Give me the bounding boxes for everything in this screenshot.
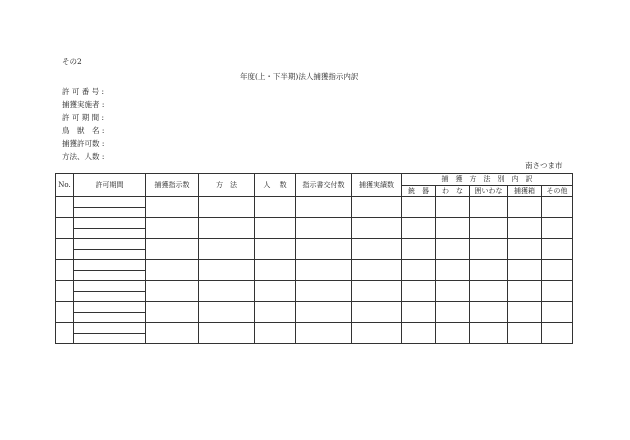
cell[interactable] (255, 239, 296, 260)
field-permit-count: 捕獲許可数 : (62, 139, 105, 148)
header-breakdown: 捕 獲 方 法 別 内 訳 (402, 174, 573, 186)
cell[interactable] (542, 197, 573, 218)
cell[interactable] (436, 323, 470, 344)
cell[interactable] (508, 239, 542, 260)
cell[interactable] (146, 218, 199, 239)
cell[interactable] (436, 197, 470, 218)
cell[interactable] (542, 281, 573, 302)
cell[interactable] (255, 302, 296, 323)
cell-period-end[interactable] (74, 228, 146, 239)
cell[interactable] (146, 239, 199, 260)
cell-period-end[interactable] (74, 291, 146, 302)
cell[interactable] (255, 281, 296, 302)
cell[interactable] (296, 302, 352, 323)
cell[interactable] (146, 302, 199, 323)
cell[interactable] (402, 302, 436, 323)
cell[interactable] (146, 323, 199, 344)
cell[interactable] (436, 239, 470, 260)
cell[interactable] (352, 281, 402, 302)
cell[interactable] (199, 260, 255, 281)
cell-period-end[interactable] (74, 207, 146, 218)
cell[interactable] (402, 281, 436, 302)
table-row (56, 281, 573, 292)
cell[interactable] (436, 281, 470, 302)
cell[interactable] (352, 302, 402, 323)
sub-header-trap: わ な (436, 185, 470, 197)
cell[interactable] (436, 302, 470, 323)
cell[interactable] (296, 260, 352, 281)
cell[interactable] (436, 260, 470, 281)
cell[interactable] (296, 218, 352, 239)
cell[interactable] (542, 302, 573, 323)
field-executor: 捕獲実施者 : (62, 100, 105, 109)
cell[interactable] (508, 281, 542, 302)
cell[interactable] (352, 218, 402, 239)
table-row (56, 239, 573, 250)
cell-period-start[interactable] (74, 197, 146, 208)
table-row (56, 260, 573, 271)
cell[interactable] (542, 260, 573, 281)
sub-header-gun: 銃 器 (402, 185, 436, 197)
sub-header-enclosure-trap: 囲いわな (470, 185, 508, 197)
table-row (56, 302, 573, 313)
cell[interactable] (508, 302, 542, 323)
cell[interactable] (402, 197, 436, 218)
cell[interactable] (470, 218, 508, 239)
table-body (56, 197, 573, 344)
cell-no[interactable] (56, 323, 74, 344)
cell-period-end[interactable] (74, 333, 146, 344)
cell-period-start[interactable] (74, 281, 146, 292)
cell[interactable] (199, 281, 255, 302)
page-label: その2 (62, 57, 82, 66)
cell[interactable] (470, 239, 508, 260)
cell[interactable] (296, 197, 352, 218)
cell[interactable] (402, 239, 436, 260)
cell[interactable] (296, 239, 352, 260)
field-method-people: 方法、人数 : (62, 152, 105, 161)
header-method: 方 法 (199, 174, 255, 197)
cell-period-start[interactable] (74, 302, 146, 313)
cell[interactable] (470, 197, 508, 218)
cell-no[interactable] (56, 281, 74, 302)
cell-no[interactable] (56, 260, 74, 281)
cell[interactable] (352, 260, 402, 281)
cell[interactable] (199, 302, 255, 323)
cell[interactable] (296, 281, 352, 302)
header-results: 捕獲実績数 (352, 174, 402, 197)
cell[interactable] (470, 302, 508, 323)
city-name: 南さつま市 (525, 161, 563, 170)
sub-header-other: その他 (542, 185, 573, 197)
cell[interactable] (146, 281, 199, 302)
cell-no[interactable] (56, 302, 74, 323)
cell[interactable] (255, 218, 296, 239)
cell[interactable] (436, 218, 470, 239)
table-row (56, 197, 573, 208)
cell[interactable] (199, 218, 255, 239)
cell[interactable] (352, 197, 402, 218)
cell-period-end[interactable] (74, 270, 146, 281)
cell[interactable] (146, 197, 199, 218)
cell-no[interactable] (56, 239, 74, 260)
cell[interactable] (296, 323, 352, 344)
table-row (56, 323, 573, 334)
cell-period-start[interactable] (74, 323, 146, 334)
instruction-table (55, 173, 573, 344)
table-row (56, 218, 573, 229)
cell[interactable] (352, 323, 402, 344)
header-period: 許可期間 (74, 174, 146, 197)
cell[interactable] (542, 239, 573, 260)
field-animal-name: 鳥 獣 名 : (62, 126, 105, 135)
cell[interactable] (352, 239, 402, 260)
document-title: 年度(上・下半期)法人捕獲指示内訳 (240, 72, 359, 81)
cell[interactable] (508, 323, 542, 344)
cell[interactable] (255, 197, 296, 218)
cell-period-end[interactable] (74, 249, 146, 260)
sub-header-box-trap: 捕獲箱 (508, 185, 542, 197)
cell-no[interactable] (56, 197, 74, 218)
form-fields (62, 85, 104, 163)
cell-period-start[interactable] (74, 239, 146, 250)
cell[interactable] (199, 197, 255, 218)
cell[interactable] (402, 260, 436, 281)
cell-period-end[interactable] (74, 312, 146, 323)
cell[interactable] (542, 323, 573, 344)
field-permit-number: 許 可 番 号 : (62, 87, 105, 96)
cell[interactable] (199, 239, 255, 260)
header-people: 人 数 (255, 174, 296, 197)
cell[interactable] (470, 323, 508, 344)
header-issued: 指示書交付数 (296, 174, 352, 197)
header-instruct-count: 捕獲指示数 (146, 174, 199, 197)
cell[interactable] (402, 323, 436, 344)
cell[interactable] (146, 260, 199, 281)
cell[interactable] (508, 197, 542, 218)
cell[interactable] (402, 218, 436, 239)
cell[interactable] (508, 218, 542, 239)
cell[interactable] (542, 218, 573, 239)
field-permit-period: 許 可 期 間 : (62, 113, 105, 122)
cell[interactable] (199, 323, 255, 344)
cell[interactable] (508, 260, 542, 281)
cell[interactable] (470, 260, 508, 281)
header-no: No. (56, 174, 74, 197)
cell[interactable] (470, 281, 508, 302)
cell-period-start[interactable] (74, 260, 146, 271)
cell-no[interactable] (56, 218, 74, 239)
cell[interactable] (255, 323, 296, 344)
cell[interactable] (255, 260, 296, 281)
cell-period-start[interactable] (74, 218, 146, 229)
